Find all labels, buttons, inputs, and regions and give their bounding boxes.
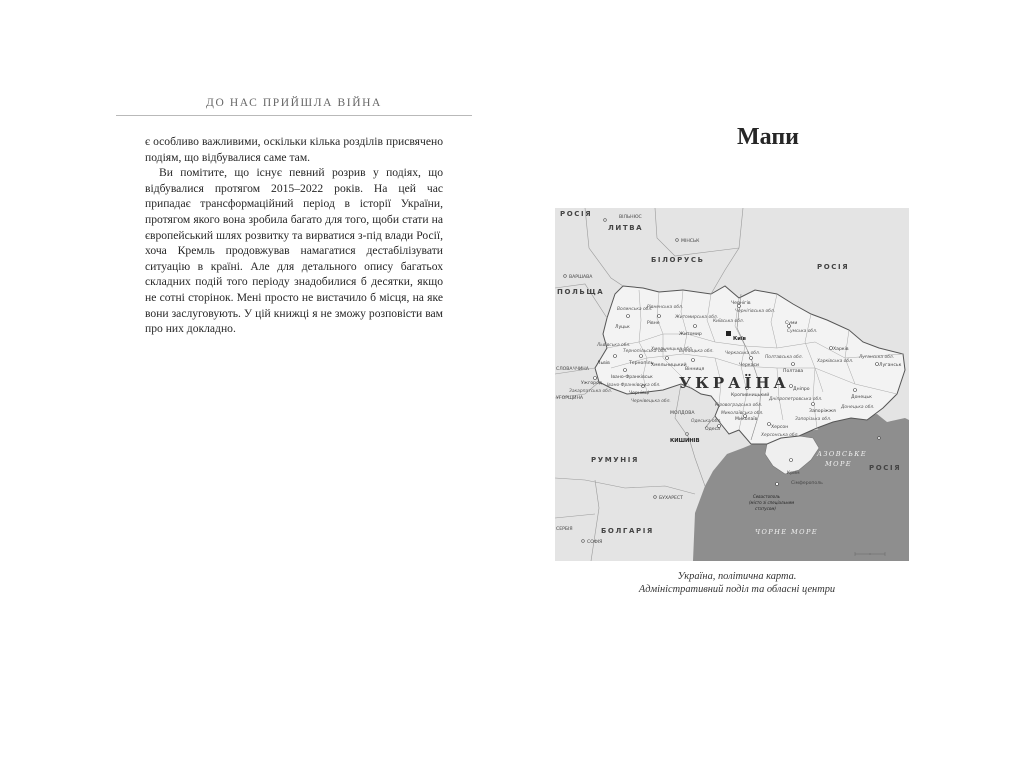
label-chernihiv: Чернігів (731, 301, 751, 306)
label-luhansk-oblast: Луганська обл. (859, 355, 895, 360)
label-zaporizhzhia: Запоріжжя (809, 409, 836, 414)
label-odesa-oblast: Одеська обл. (691, 419, 722, 424)
label-donetsk: Донецьк (851, 395, 872, 400)
label-lviv-oblast: Львівська обл. (597, 343, 631, 348)
label-vilnius: ВІЛЬНЮС (619, 215, 642, 220)
label-dnipro-oblast: Дніпропетровська обл. (769, 397, 823, 402)
label-russia-e: РОСІЯ (869, 464, 902, 472)
label-mykolaiv-oblast: Миколаївська обл. (721, 411, 764, 416)
label-volyn-oblast: Волинська обл. (617, 307, 653, 312)
label-poland: ПОЛЬЩА (557, 288, 605, 296)
caption-line: Адміністративний поділ та обласні центри (638, 584, 836, 595)
label-kropyvnytskyi: Кропивницький (731, 393, 770, 398)
label-sumy-oblast: Сумська обл. (787, 329, 818, 334)
body-text (145, 134, 443, 337)
label-sevastopol-1: Севастополь (753, 494, 781, 499)
label-lutsk: Луцьк (615, 325, 630, 330)
label-vinnytsia-oblast: Вінницька обл. (679, 349, 714, 354)
label-ivano-frankivsk-oblast: Івано-Франківська обл. (607, 383, 661, 388)
label-chernivtsi-oblast: Чернівецька обл. (631, 399, 671, 404)
label-sumy: Суми (785, 321, 798, 326)
label-bulgaria: БОЛГАРІЯ (601, 527, 654, 535)
label-kyiv-oblast: Київська обл. (713, 319, 745, 324)
label-khmelnytskyi-oblast: Хмельницька обл. (651, 347, 694, 352)
label-simferopol: Сімферополь (791, 481, 823, 486)
running-head: ДО НАС ПРИЙШЛА ВІЙНА (116, 97, 472, 116)
label-rivne: Рівне (647, 321, 660, 326)
label-zhytomyr: Житомир (679, 332, 702, 337)
label-russia-nw: РОСІЯ (560, 210, 593, 218)
label-vinnytsia: Вінниця (685, 367, 705, 372)
label-russia-n: РОСІЯ (817, 263, 850, 271)
label-chisinau: КИШИНІВ (670, 438, 700, 444)
label-crimea: Крим (787, 471, 800, 476)
label-ukraine: УКРАЇНА (679, 374, 790, 392)
label-donetsk-oblast: Донецька обл. (841, 405, 875, 410)
label-kyiv: Київ (733, 336, 746, 342)
label-khmelnytskyi: Хмельницький (651, 363, 687, 368)
label-poltava-oblast: Полтавська обл. (765, 355, 803, 360)
right-page (512, 0, 1024, 768)
label-hungary: УГОРЩИНА (556, 396, 584, 401)
label-sevastopol-3: статусом) (755, 506, 776, 511)
label-zaporizhzhia-oblast: Запорізька обл. (795, 417, 832, 422)
label-cherkasy-oblast: Черкаська обл. (725, 351, 761, 356)
label-zakarpattia-oblast: Закарпатська обл. (569, 389, 613, 394)
label-belarus: БІЛОРУСЬ (651, 256, 705, 264)
label-luhansk: Луганськ (879, 363, 902, 368)
paragraph: є особливо важливими, оскільки кілька розділів присвячено подіям, що відбувалися саме там. (145, 135, 443, 164)
label-uzhhorod: Ужгород (581, 381, 603, 386)
label-slovakia: СЛОВАЧЧИНА (556, 367, 589, 372)
label-romania: РУМУНІЯ (591, 456, 639, 464)
label-dnipro: Дніпро (793, 387, 810, 392)
label-kirovohrad-oblast: Кіровоградська обл. (715, 403, 763, 408)
label-black-sea: ЧОРНЕ МОРЕ (755, 528, 819, 536)
paragraph: Ви помітите, що існує певний розрив у подіях, що відбувалися протягом 2015–2022 років. На цей час припадає трансформаційний період в історії України, протягом якого вона зробила багато для того, щоби стати на європейський шлях розвитку та вирватися з-під влади Росії, хоча Кремль продовжував намагатися дестабілізувати ситуацію в країні. Але для детального опису багатьох складних подій того періоду знадобилися б десятки, якщо не сотні сторінок. Мені просто не вистачило б місця, на яке вони заслуговують. У цій книжці я не зможу розповісти вам про них докладно. (145, 166, 443, 336)
label-serbia: СЕРБІЯ (556, 527, 573, 532)
label-ternopil-oblast: Тернопільська обл. (623, 349, 668, 354)
label-cherkasy: Черкаси (739, 363, 759, 368)
capital-marker (726, 331, 731, 336)
label-azov-sea-1: АЗОВСЬКЕ (817, 450, 867, 458)
label-chernivtsi: Чернівці (629, 391, 650, 396)
label-chernihiv-oblast: Чернігівська обл. (735, 309, 776, 314)
label-ivano-frankivsk: Івано-Франківськ (611, 375, 653, 380)
label-ternopil: Тернопіль (629, 361, 654, 366)
label-bucharest: БУХАРЕСТ (659, 496, 683, 501)
label-lithuania: ЛИТВА (608, 224, 644, 232)
label-sevastopol-2: (місто зі спеціальним (749, 500, 795, 505)
label-warsaw: ВАРШАВА (569, 275, 593, 280)
caption-line: Україна, політична карта. (677, 571, 797, 582)
ukraine-map (555, 208, 909, 561)
label-kherson: Херсон (771, 425, 789, 430)
label-minsk: МІНСЬК (681, 239, 700, 244)
label-azov-sea-2: МОРЕ (825, 460, 853, 468)
label-poltava: Полтава (783, 369, 804, 374)
label-moldova: МОЛДОВА (670, 411, 695, 416)
label-rivne-oblast: Рівненська обл. (647, 305, 684, 310)
label-kherson-oblast: Херсонська обл. (761, 433, 799, 438)
label-zhytomyr-oblast: Житомирська обл. (675, 315, 719, 320)
section-title: Мапи (737, 124, 799, 150)
label-mykolaiv: Миколаїв (735, 417, 758, 422)
label-odesa: Одеса (705, 427, 720, 432)
label-kharkiv-oblast: Харківська обл. (817, 359, 854, 364)
map-svg (555, 208, 909, 561)
label-kharkiv: Харків (833, 347, 849, 352)
label-sofia: СОФІЯ (587, 540, 603, 545)
map-caption (572, 570, 902, 596)
label-lviv: Львів (597, 361, 610, 366)
